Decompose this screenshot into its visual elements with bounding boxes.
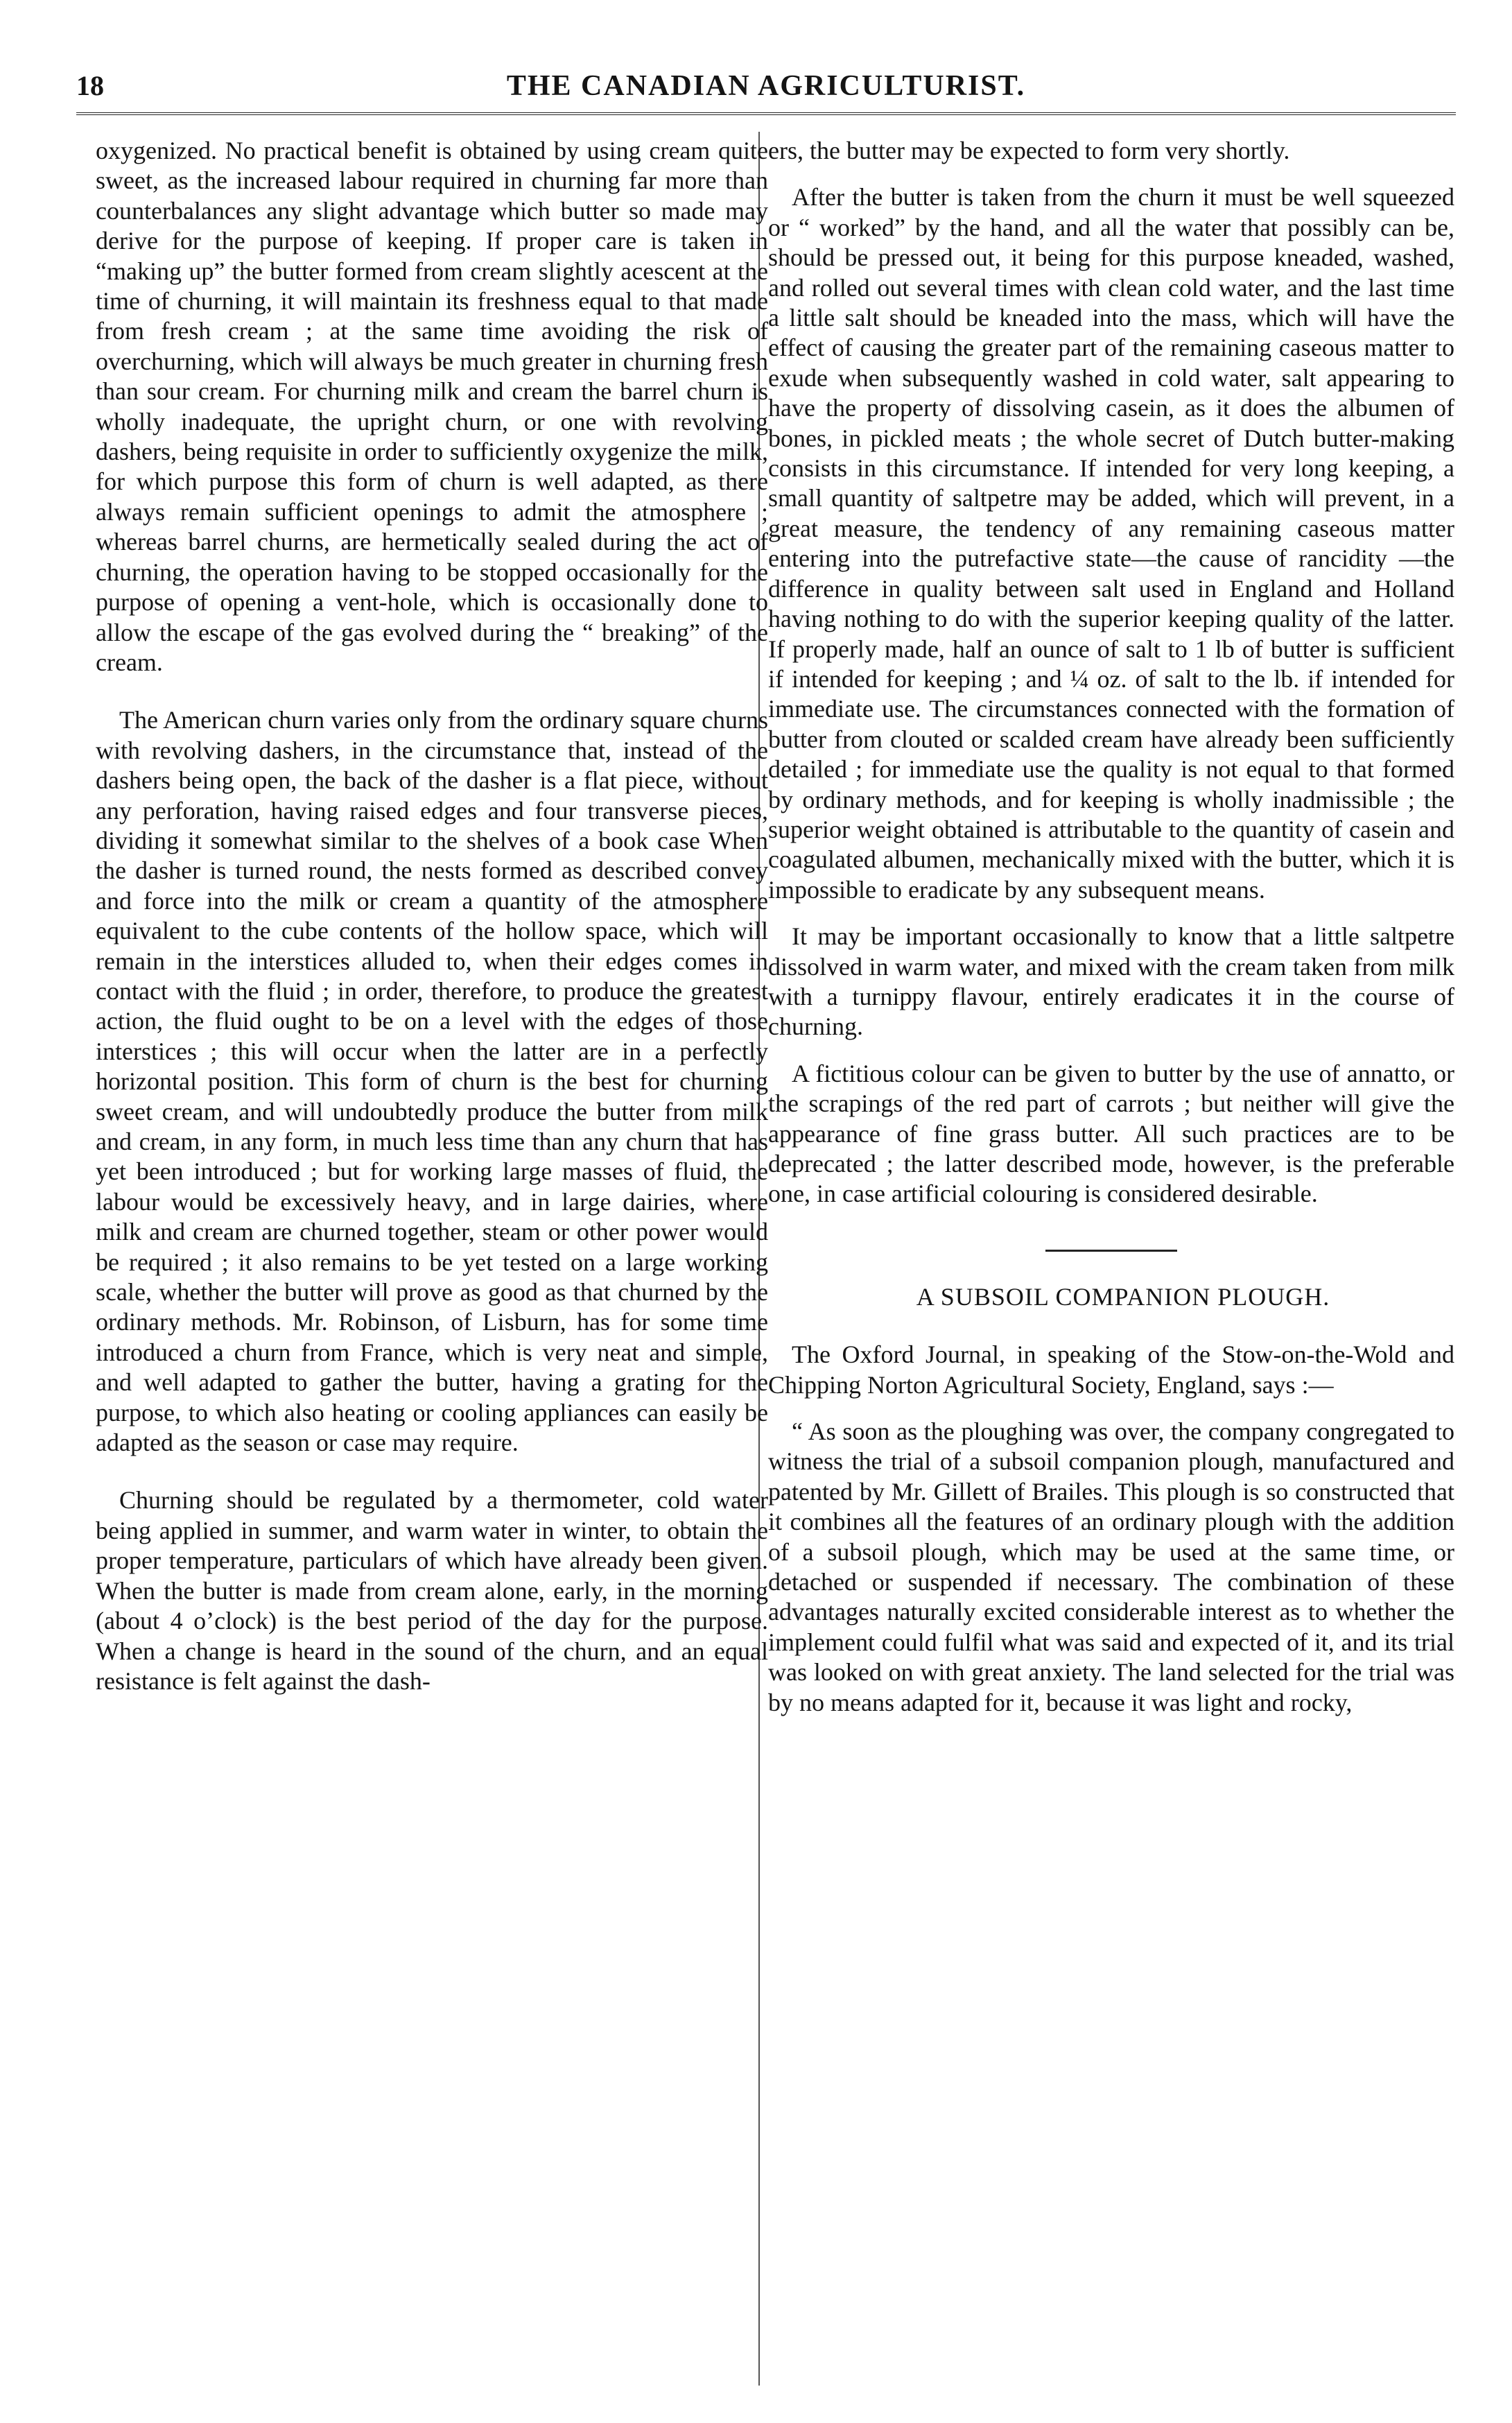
header-rule (76, 112, 1456, 115)
running-title: THE CANADIAN AGRICULTURIST. (506, 70, 1026, 102)
right-paragraph-1: ers, the butter may be expected to form very shortly. (768, 137, 1290, 164)
left-paragraph-3: Churning should be regulated by a thermometer, cold water being applied in summer, and warm water in winter, to obtain the proper temperature, particulars of which have already been given. When the butter is made from cream alone, early, in the morning (about 4 o’clock) is the best period of the day for the purpose. When a change is heard in the sound of the churn, and an equal resistance is felt against the dash- (96, 1486, 768, 1695)
left-column (96, 136, 768, 1724)
section-heading: A SUBSOIL COMPANION PLOUGH. (916, 1282, 1330, 1311)
right-paragraph-4: A fictitious colour can be given to butter by the use of annatto, or the scrapings of the red part of carrots ; but neither will give the appearance of fine grass butter. All such practices are to be deprecated ; the latter described mode, however, is the preferable one, in case artificial colouring is considered desirable. (768, 1059, 1454, 1208)
section-rule (1045, 1250, 1177, 1252)
right-column (768, 136, 1454, 1734)
page-header (76, 69, 1456, 111)
left-paragraph-1: oxygenized. No practical benefit is obtained by using cream quite sweet, as the increased labour required in churning far more than counterbalances any slight advantage which butter so made may derive for the purpose of keeping. If proper care is taken in “making up” the butter formed from cream slightly acescent at the time of churning, it will maintain its freshness equal to that made from fresh cream ; at the same time avoiding the risk of overchurning, which will always be much greater in churning fresh than sour cream. For churning milk and cream the barrel churn is wholly inadequate, the upright churn, or one with revolving dashers, being requisite in order to sufficiently oxygenize the milk, for which purpose this form of churn is well adapted, as there always remain sufficient openings to admit the atmosphere ; whereas barrel churns, are hermetically sealed during the act of churning, the operation having to be stopped occasionally for the purpose of opening a vent-hole, which is occasionally done to allow the escape of the gas evolved during the “ breaking” of the cream. (96, 137, 768, 676)
right-paragraph-2: After the butter is taken from the churn it must be well squeezed or “ worked” by the hand, and all the water that possibly can be, should be pressed out, it being for this purpose kneaded, washed, and rolled out several times with clean cold water, and the last time a little salt should be kneaded into the mass, which will have the effect of causing the greater part of the remaining caseous matter to exude when subsequently washed in cold water, salt appearing to have the property of dissolving casein, as it does the albumen of bones, in pickled meats ; the whole secret of Dutch butter-making consists in this circumstance. If intended for very long keeping, a small quantity of saltpetre may be added, which will prevent, in a great measure, the tendency of any remaining caseous matter entering into the putrefactive state—the cause of rancidity —the difference in quality between salt used in England and Holland having nothing to do with the superior keeping quality of the latter. If properly made, half an ounce of salt to 1 lb of butter is sufficient if intended for keeping ; and ¼ oz. of salt to the lb. if intended for immediate use. The circumstances connected with the formation of butter from clouted or scalded cream have already been sufficiently detailed ; for immediate use the quality is not equal to that formed by ordinary methods, and for keeping is wholly inadmissible ; the superior weight obtained is attributable to the quantity of casein and coagulated albumen, mechanically mixed with the butter, which it is impossible to eradicate by any subsequent means. (768, 183, 1454, 904)
left-paragraph-2: The American churn varies only from the ordinary square churns with revolving dashers, in the circumstance that, instead of the dashers being open, the back of the dasher is a flat piece, without any perforation, having raised edges and four transverse pieces, dividing it somewhat similar to the shelves of a book case When the dasher is turned round, the nests formed as described convey and force into the milk or cream a quantity of the atmosphere equivalent to the cube contents of the hollow space, which will remain in the interstices alluded to, when their edges comes in contact with the fluid ; in order, therefore, to produce the greatest action, the fluid ought to be on a level with the edges of those interstices ; this will occur when the latter are in a perfectly horizontal position. This form of churn is the best for churning sweet cream, and will undoubtedly produce the butter from milk and cream, in any form, in much less time than any churn that has yet been introduced ; but for working large masses of fluid, the labour would be excessively heavy, and in large dairies, where milk and cream are churned together, steam or other power would be required ; it also remains to be yet tested on a large working scale, whether the butter will prove as good as that churned by the ordinary methods. Mr. Robinson, of Lisburn, has for some time introduced a churn from France, which is very neat and simple, and well adapted to gather the butter, having a grating for the purpose, to which also heating or cooling appliances can easily be adapted as the season or case may require. (96, 706, 768, 1457)
section-paragraph-2: “ As soon as the ploughing was over, the company congregated to witness the trial of a subsoil companion plough, manufactured and patented by Mr. Gillett of Brailes. This plough is so constructed that it combines all the features of an ordinary plough with the addition of a subsoil plough, which may be used at the same time, or detached or suspended if necessary. The combination of these advantages naturally excited considerable interest as to whether the implement could fulfil what was said and expected of it, and its trial was looked on with great anxiety. The land selected for the trial was by no means adapted for it, because it was light and rocky, (768, 1417, 1454, 1716)
right-paragraph-3: It may be important occasionally to know that a little saltpetre dissolved in warm water, and mixed with the cream taken from milk with a turnippy flavour, entirely eradicates it in the course of churning. (768, 922, 1454, 1041)
page-number: 18 (76, 70, 104, 101)
section-paragraph-1: The Oxford Journal, in speaking of the Stow-on-the-Wold and Chipping Norton Agricultural Society, England, says :— (768, 1340, 1454, 1399)
